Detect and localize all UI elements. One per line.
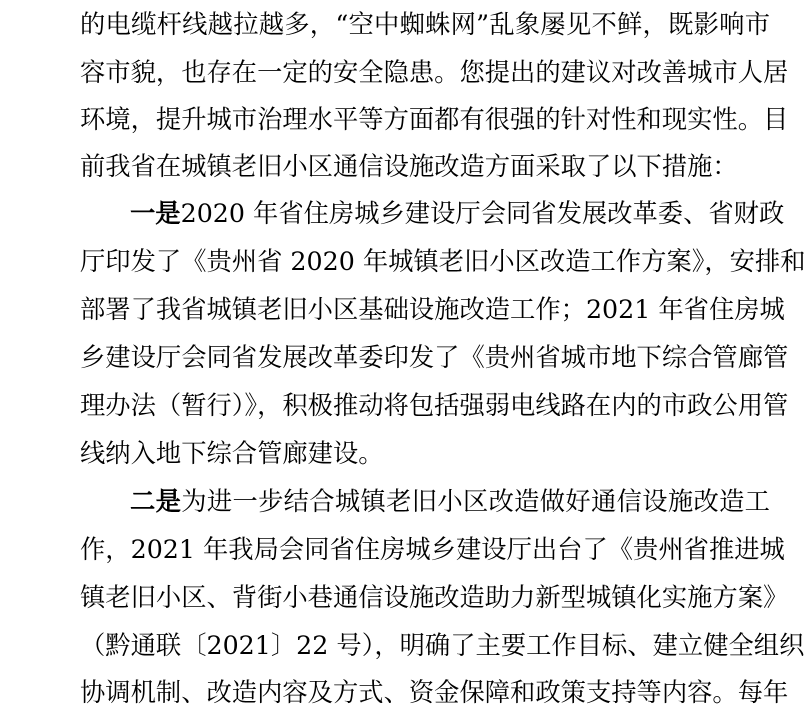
text-line: 作，2021 年我局会同省住房城乡建设厅出台了《贵州省推进城 (80, 535, 785, 564)
text-line: 厅印发了《贵州省 2020 年城镇老旧小区改造工作方案》，安排和 (80, 247, 806, 276)
text-line: 环境，提升城市治理水平等方面都有很强的针对性和现实性。目 (80, 105, 789, 134)
text-line: 线纳入地下综合管廊建设。 (80, 439, 384, 468)
paragraph-1-first-text: 2020 年省住房城乡建设厅会同省发展改革委、省财政 (180, 199, 785, 228)
text-line: 协调机制、改造内容及方式、资金保障和政策支持等内容。每年 (80, 678, 789, 707)
paragraph-2-lead: 二是 (130, 487, 182, 516)
text-line: 镇老旧小区、背街小巷通信设施改造助力新型城镇化实施方案》 (80, 583, 789, 612)
paragraph-1-lead: 一是 (130, 199, 181, 228)
paragraph-2-first-text: 为进一步结合城镇老旧小区改造做好通信设施改造工 (181, 487, 770, 516)
text-line: 前我省在城镇老旧小区通信设施改造方面采取了以下措施： (80, 152, 738, 181)
text-line: 部署了我省城镇老旧小区基础设施改造工作；2021 年省住房城 (80, 295, 785, 324)
text-line: 容市貌，也存在一定的安全隐患。您提出的建议对改善城市人居 (80, 58, 789, 87)
text-line: 乡建设厅会同省发展改革委印发了《贵州省城市地下综合管廊管 (80, 343, 789, 372)
paragraph-2-first-line (130, 478, 770, 526)
text-line: 理办法（暂行）》，积极推动将包括强弱电线路在内的市政公用管 (80, 391, 789, 420)
paragraph-1-first-line (130, 190, 785, 238)
text-line: 的电缆杆线越拉越多，“空中蜘蛛网”乱象屡见不鲜，既影响市 (80, 10, 770, 39)
text-line: （黔通联〔2021〕22 号），明确了主要工作目标、建立健全组织 (80, 631, 805, 660)
